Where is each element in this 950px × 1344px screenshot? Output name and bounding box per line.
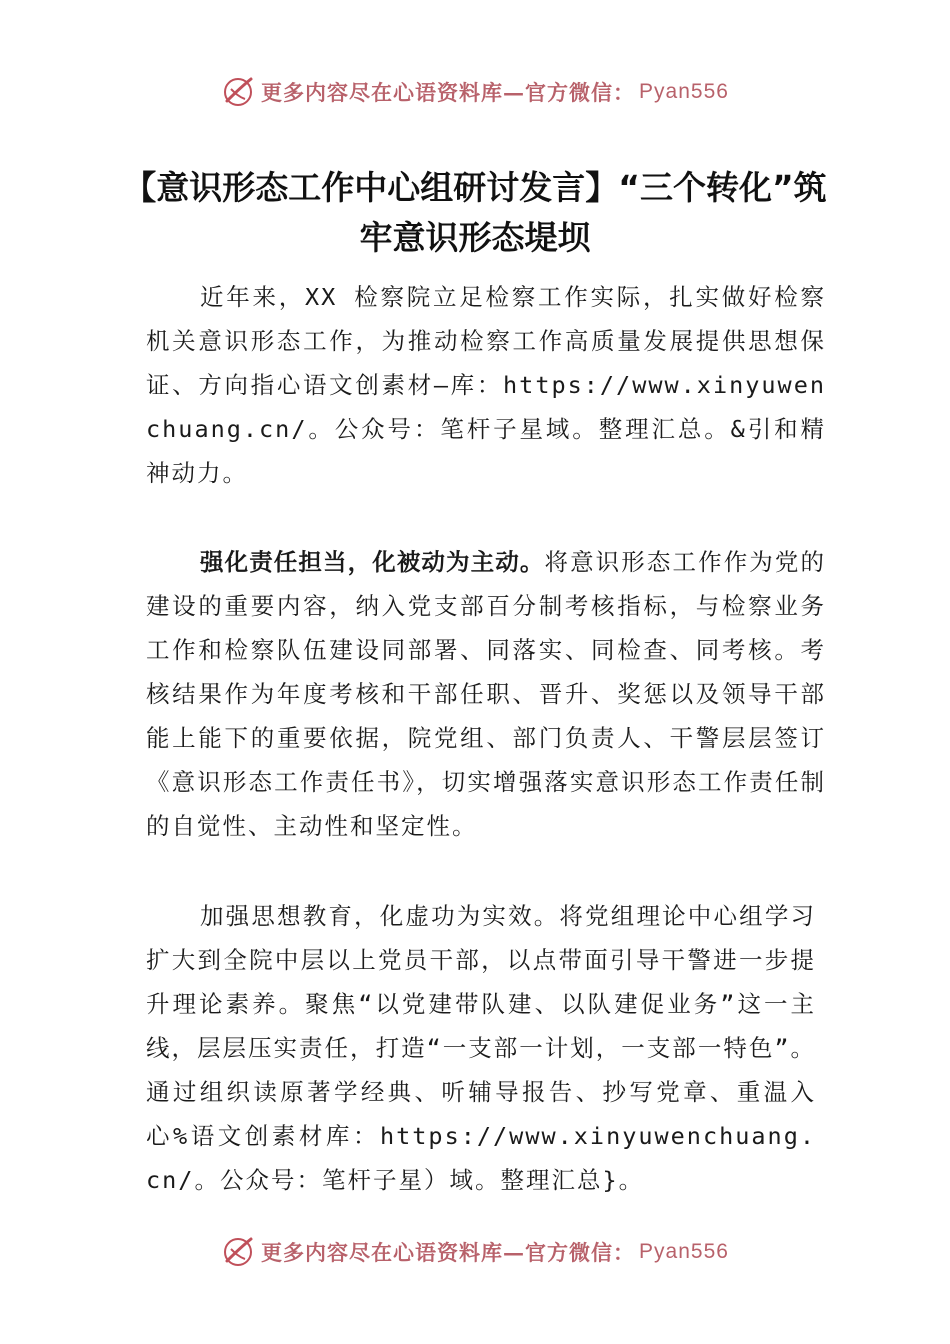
paragraph-2-text: 将意识形态工作作为党的建设的重要内容，纳入党支部百分制考核指标，与检察业务工作和检察队伍建设同部署、同落实、同检查、同考核。考核结果作为年度考核和干部任职、晋升、奖惩以及领导干部能上能下的重要依据，院党组、部门负责人、干警层层签订《意识形态工作责任书》，切实增强落实意识形态工作责任制的自觉性、主动性和坚定性。 xyxy=(146,548,827,840)
paragraph-3 xyxy=(146,894,816,1202)
paragraph-1-text: 近年来，XX 检察院立足检察工作实际，扎实做好检察机关意识形态工作，为推动检察工作高质量发展提供思想保证、方向指心语文创素材—库：https://www.xinyuwenchuang.cn/。公众号：笔杆子星域。整理汇总。&引和精神动力。 xyxy=(146,283,826,487)
paragraph-3-text: 加强思想教育，化虚功为实效。将党组理论中心组学习扩大到全院中层以上党员干部，以点带面引导干警进一步提升理论素养。聚焦“以党建带队建、以队建促业务”这一主线，层层压实责任，打造“一支部一计划，一支部一特色”。通过组织读原著学经典、听辅导报告、抄写党章、重温入心%语文创素材库：https://www.xinyuwenchuang.cn/。公众号：笔杆子星）域。整理汇总}。 xyxy=(146,902,816,1194)
brush-logo-icon xyxy=(221,75,255,109)
footer-watermark xyxy=(0,1232,950,1272)
watermark-wechat-id: Pyan556 xyxy=(639,1240,729,1263)
document-title: 【意识形态工作中心组研讨发言】“三个转化”筑牢意识形态堤坝 xyxy=(123,168,827,257)
brush-logo-icon xyxy=(221,1235,255,1269)
watermark-wechat-id: Pyan556 xyxy=(639,80,729,103)
paragraph-2-lead: 强化责任担当，化被动为主动。 xyxy=(200,548,545,576)
paragraph-1 xyxy=(146,275,826,495)
paragraph-2 xyxy=(146,540,826,848)
header-watermark xyxy=(0,72,950,112)
watermark-text: 更多内容尽在心语资料库—官方微信： xyxy=(261,1240,636,1265)
watermark-text: 更多内容尽在心语资料库—官方微信： xyxy=(261,80,636,105)
